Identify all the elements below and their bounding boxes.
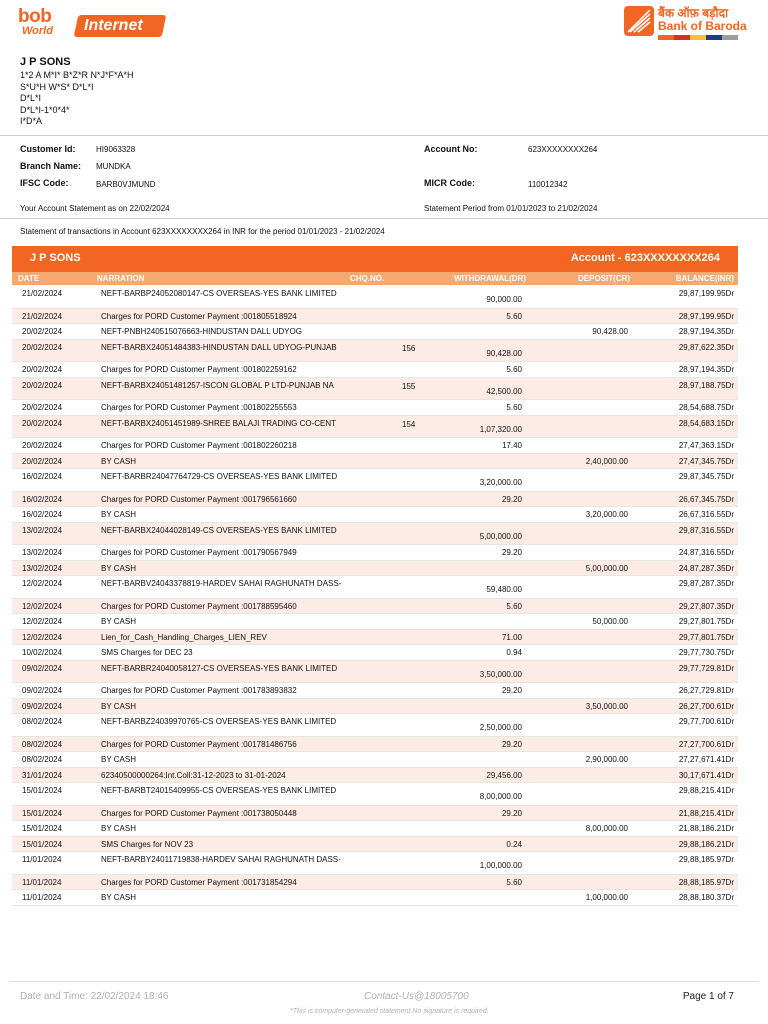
txn-withdrawal: 5.60 [506, 403, 522, 412]
txn-withdrawal: 8,00,000.00 [479, 792, 522, 801]
txn-balance: 21,88,215.41Dr [678, 808, 734, 818]
txn-date: 11/01/2024 [22, 877, 62, 887]
txn-date: 12/02/2024 [22, 617, 63, 626]
txn-narration: SMS Charges for DEC 23 [101, 648, 193, 657]
col-chq: CHQ.NO. [350, 274, 385, 283]
table-row [12, 324, 738, 340]
txn-date: 12/02/2024 [22, 632, 63, 642]
txn-withdrawal: 90,000.00 [486, 295, 522, 304]
txn-narration: NEFT-BARBY24011719838-HARDEV SAHAI RAGHUNATH DASS- [101, 855, 341, 864]
address-line: D*L*I-1*0*4* [20, 104, 70, 115]
branch-value: MUNDKA [96, 162, 131, 171]
table-row [12, 699, 738, 715]
account-no-value: 623XXXXXXXX264 [528, 145, 598, 154]
bob-world-internet-logo [18, 6, 153, 40]
txn-withdrawal: 17.40 [501, 441, 522, 450]
account-no-label: Account No: [424, 144, 478, 154]
txn-date: 12/02/2024 [22, 601, 63, 611]
col-deposit: DEPOSIT(CR) [578, 274, 630, 283]
txn-balance: 24,87,287.35Dr [678, 563, 734, 573]
txn-balance: 26,67,316.55Dr [678, 510, 734, 519]
table-row [12, 821, 738, 837]
txn-date: 20/02/2024 [22, 403, 63, 412]
txn-narration: NEFT-BARBX24051451989-SHREE BALAJI TRADING CO-CENT [101, 418, 337, 428]
txn-date: 21/02/2024 [22, 289, 63, 298]
txn-narration: Charges for PORD Customer Payment :001788595460 [101, 601, 297, 611]
address-line: D*L*I [20, 93, 42, 103]
txn-cheque-no: 156 [402, 343, 416, 353]
txn-balance: 27,47,363.15Dr [678, 441, 734, 450]
txn-balance: 29,88,186.21Dr [678, 839, 734, 849]
table-row [12, 454, 738, 470]
txn-narration: Charges for PORD Customer Payment :001802259162 [101, 365, 297, 374]
bank-name-english: Bank of Baroda [658, 19, 747, 33]
table-row [12, 683, 738, 699]
txn-deposit: 5,00,000.00 [585, 563, 628, 573]
statement-as-on: Your Account Statement as on 22/02/2024 [20, 204, 170, 213]
txn-date: 21/02/2024 [22, 311, 63, 321]
internet-logo-badge: Internet [74, 15, 167, 37]
table-row [12, 416, 738, 439]
txn-narration: Charges for PORD Customer Payment :001802260218 [101, 441, 297, 450]
txn-balance: 29,27,807.35Dr [678, 601, 734, 611]
table-row [12, 545, 738, 561]
col-balance: BALANCE(INR) [675, 274, 734, 283]
txn-withdrawal: 59,480.00 [486, 585, 522, 594]
txn-date: 09/02/2024 [22, 686, 63, 695]
txn-narration: Charges for PORD Customer Payment :001783893832 [101, 686, 297, 695]
table-row [12, 852, 738, 875]
txn-date: 13/02/2024 [22, 548, 63, 557]
table-row [12, 286, 738, 309]
txn-withdrawal: 5.60 [506, 877, 522, 887]
txn-date: 15/01/2024 [22, 839, 63, 849]
txn-narration: NEFT-BARBX24044028149-CS OVERSEAS-YES BANK LIMITED [101, 525, 337, 535]
table-row [12, 309, 738, 325]
txn-narration: BY CASH [101, 456, 136, 466]
txn-withdrawal: 1,07,320.00 [479, 424, 522, 434]
txn-withdrawal: 29.20 [501, 686, 522, 695]
txn-narration: NEFT-BARBP24052080147-CS OVERSEAS-YES BANK LIMITED [101, 289, 337, 298]
table-row [12, 507, 738, 523]
txn-balance: 29,77,801.75Dr [678, 632, 734, 642]
txn-narration: BY CASH [101, 701, 136, 711]
txn-balance: 30,17,671.41Dr [678, 770, 734, 780]
txn-deposit: 2,40,000.00 [585, 456, 628, 466]
txn-withdrawal: 29.20 [501, 494, 522, 504]
txn-narration: NEFT-PNBH240515076663-HINDUSTAN DALL UDYOG [101, 327, 302, 336]
branch-label: Branch Name: [20, 161, 82, 171]
txn-balance: 27,27,700.61Dr [678, 739, 734, 749]
table-row [12, 752, 738, 768]
customer-address-block [20, 56, 134, 128]
txn-balance: 28,88,185.97Dr [678, 877, 734, 887]
bob-logo-text: bob [18, 6, 52, 27]
address-line: S*U*H W*S* D*L*I [20, 81, 94, 92]
txn-date: 15/01/2024 [22, 824, 63, 833]
txn-balance: 28,54,683.15Dr [678, 418, 734, 428]
txn-date: 20/02/2024 [22, 365, 63, 374]
table-row [12, 806, 738, 822]
footer-datetime: Date and Time: 22/02/2024 18:46 [20, 991, 169, 1002]
txn-date: 20/02/2024 [22, 342, 63, 352]
txn-date: 09/02/2024 [22, 701, 63, 711]
txn-date: 20/02/2024 [22, 456, 63, 466]
txn-withdrawal: 71.00 [501, 632, 522, 642]
transactions-table-body [12, 286, 738, 906]
txn-balance: 26,67,345.75Dr [678, 494, 734, 504]
txn-date: 20/02/2024 [22, 380, 63, 390]
txn-date: 12/02/2024 [22, 579, 63, 588]
txn-narration: BY CASH [101, 563, 136, 573]
txn-narration: Charges for PORD Customer Payment :001802255553 [101, 403, 297, 412]
bob-sunburst-icon [624, 6, 654, 36]
txn-balance: 29,87,199.95Dr [678, 289, 734, 298]
table-row [12, 890, 738, 906]
address-line: 1*2 A M*I* B*Z*R N*J*F*A*H [20, 70, 134, 80]
txn-narration: Charges for PORD Customer Payment :001790567949 [101, 548, 297, 557]
txn-narration: NEFT-BARBX24051481257-ISCON GLOBAL P LTD-PUNJAB NA [101, 380, 334, 390]
txn-withdrawal: 3,20,000.00 [479, 478, 522, 487]
txn-narration: BY CASH [101, 617, 136, 626]
txn-date: 09/02/2024 [22, 663, 63, 673]
txn-date: 16/02/2024 [22, 510, 63, 519]
statement-description: Statement of transactions in Account 623XXXXXXXX264 in INR for the period 01/01/2023 - 21/02/2024 [20, 227, 385, 236]
table-row [12, 362, 738, 378]
txn-withdrawal: 2,50,000.00 [479, 723, 522, 732]
txn-narration: BY CASH [101, 510, 136, 519]
table-row [12, 768, 738, 784]
txn-withdrawal: 3,50,000.00 [479, 669, 522, 679]
footer-divider [10, 981, 758, 982]
txn-narration: Charges for PORD Customer Payment :001796561660 [101, 494, 297, 504]
table-row [12, 340, 738, 363]
txn-deposit: 90,428.00 [592, 327, 628, 336]
txn-narration: BY CASH [101, 893, 136, 902]
txn-date: 08/02/2024 [22, 717, 63, 726]
txn-deposit: 8,00,000.00 [585, 824, 628, 833]
txn-narration: NEFT-BARBR24047764729-CS OVERSEAS-YES BANK LIMITED [101, 472, 338, 481]
table-row [12, 561, 738, 577]
table-row [12, 400, 738, 416]
transactions-table-header [12, 272, 738, 285]
txn-withdrawal: 29,456.00 [486, 770, 522, 780]
statement-period: Statement Period from 01/01/2023 to 21/02/2024 [424, 204, 598, 213]
txn-narration: Lien_for_Cash_Handling_Charges_LIEN_REV [101, 632, 267, 642]
txn-balance: 26,27,729.81Dr [678, 686, 734, 695]
account-banner [12, 246, 738, 272]
txn-withdrawal: 5.60 [506, 311, 522, 321]
col-withdrawal: WITHDRAWAL(DR) [454, 274, 526, 283]
txn-balance: 29,88,215.41Dr [678, 786, 734, 795]
txn-narration: BY CASH [101, 755, 136, 764]
txn-balance: 29,87,316.55Dr [678, 525, 734, 535]
txn-date: 15/01/2024 [22, 786, 63, 795]
txn-date: 31/01/2024 [22, 770, 63, 780]
bank-name-hindi: बैंक ऑफ़ बड़ौदा [658, 6, 729, 20]
txn-narration: NEFT-BARBT24015409955-CS OVERSEAS-YES BANK LIMITED [101, 786, 337, 795]
footer-note: *This is computer-generated statement.No signature is required. [290, 1008, 489, 1015]
txn-withdrawal: 5,00,000.00 [479, 531, 522, 541]
txn-balance: 29,87,622.35Dr [678, 342, 734, 352]
txn-balance: 27,27,671.41Dr [678, 755, 734, 764]
txn-date: 16/02/2024 [22, 494, 63, 504]
table-row [12, 492, 738, 508]
txn-withdrawal: 5.60 [506, 601, 522, 611]
txn-date: 08/02/2024 [22, 739, 63, 749]
table-row [12, 438, 738, 454]
footer-contact: Contact-Us@18005700 [364, 991, 469, 1002]
txn-narration: Charges for PORD Customer Payment :001805518924 [101, 311, 297, 321]
txn-deposit: 1,00,000.00 [585, 893, 628, 902]
table-row [12, 783, 738, 806]
txn-deposit: 2,90,000.00 [585, 755, 628, 764]
table-row [12, 645, 738, 661]
txn-balance: 28,97,194.35Dr [678, 327, 734, 336]
table-row [12, 523, 738, 546]
col-date: DATE [18, 274, 40, 283]
txn-date: 11/01/2024 [22, 893, 62, 902]
banner-account-holder: J P SONS [30, 252, 81, 264]
customer-id-value: HI9063328 [96, 145, 136, 154]
txn-narration: NEFT-BARBZ24039970765-CS OVERSEAS-YES BANK LIMITED [101, 717, 337, 726]
page-number: Page 1 of 7 [682, 991, 734, 1002]
txn-balance: 28,97,194.35Dr [678, 365, 734, 374]
txn-deposit: 50,000.00 [592, 617, 628, 626]
txn-balance: 28,97,188.75Dr [678, 380, 734, 390]
banner-account-number: Account - 623XXXXXXXX264 [570, 252, 720, 264]
table-row [12, 837, 738, 853]
table-row [12, 875, 738, 891]
txn-narration: 62340500000264:Int.Coll:31-12-2023 to 31-01-2024 [101, 770, 286, 780]
txn-withdrawal: 5.60 [506, 365, 522, 374]
txn-date: 15/01/2024 [22, 808, 63, 818]
txn-date: 13/02/2024 [22, 563, 63, 573]
table-row [12, 661, 738, 684]
txn-balance: 29,77,700.61Dr [678, 717, 734, 726]
txn-balance: 27,47,345.75Dr [678, 456, 734, 466]
customer-id-label: Customer Id: [20, 144, 76, 154]
txn-narration: NEFT-BARBX24051484383-HINDUSTAN DALL UDYOG-PUNJAB [101, 342, 337, 352]
txn-balance: 21,88,186.21Dr [678, 824, 734, 833]
txn-deposit: 3,50,000.00 [585, 701, 628, 711]
txn-cheque-no: 154 [402, 419, 416, 429]
ifsc-value: BARB0VJMUND [96, 180, 156, 189]
txn-date: 11/01/2024 [22, 855, 62, 864]
txn-narration: Charges for PORD Customer Payment :001738050448 [101, 808, 297, 818]
table-row [12, 599, 738, 615]
txn-date: 16/02/2024 [22, 472, 63, 481]
world-logo-text: World [22, 25, 53, 37]
brand-color-strip [658, 35, 738, 40]
txn-balance: 29,77,730.75Dr [678, 648, 734, 657]
txn-balance: 29,88,185.97Dr [678, 855, 734, 864]
txn-withdrawal: 29.20 [501, 808, 522, 818]
txn-balance: 28,88,180.37Dr [678, 893, 734, 902]
micr-value: 110012342 [528, 180, 568, 189]
customer-name: J P SONS [20, 56, 71, 68]
txn-date: 13/02/2024 [22, 525, 63, 535]
txn-balance: 28,97,199.95Dr [678, 311, 734, 321]
table-row [12, 630, 738, 646]
txn-withdrawal: 1,00,000.00 [479, 861, 522, 870]
txn-date: 20/02/2024 [22, 327, 63, 336]
txn-balance: 29,27,801.75Dr [678, 617, 734, 626]
txn-withdrawal: 0.94 [506, 648, 522, 657]
table-row [12, 714, 738, 737]
txn-date: 08/02/2024 [22, 755, 63, 764]
txn-narration: BY CASH [101, 824, 136, 833]
col-narration: NARRATION [97, 274, 145, 283]
txn-narration: Charges for PORD Customer Payment :001731854294 [101, 877, 297, 887]
table-row [12, 737, 738, 753]
txn-narration: SMS Charges for NOV 23 [101, 839, 194, 849]
table-row [12, 576, 738, 599]
txn-balance: 29,77,729.81Dr [678, 663, 734, 673]
txn-withdrawal: 0.24 [506, 839, 522, 849]
txn-balance: 29,87,345.75Dr [678, 472, 734, 481]
ifsc-label: IFSC Code: [20, 178, 69, 188]
divider [0, 218, 768, 219]
txn-balance: 28,54,688.75Dr [678, 403, 734, 412]
txn-withdrawal: 42,500.00 [486, 386, 522, 396]
txn-narration: NEFT-BARBR24040058127-CS OVERSEAS-YES BANK LIMITED [101, 663, 338, 673]
divider [0, 135, 768, 136]
txn-withdrawal: 29.20 [501, 739, 522, 749]
txn-withdrawal: 29.20 [501, 548, 522, 557]
txn-narration: NEFT-BARBV24043378819-HARDEV SAHAI RAGHUNATH DASS- [101, 579, 342, 588]
txn-balance: 24,87,316.55Dr [678, 548, 734, 557]
micr-label: MICR Code: [424, 178, 475, 188]
txn-deposit: 3,20,000.00 [585, 510, 628, 519]
bank-of-baroda-logo [624, 4, 747, 40]
table-row [12, 378, 738, 401]
table-row [12, 614, 738, 630]
txn-withdrawal: 90,428.00 [486, 348, 522, 358]
txn-narration: Charges for PORD Customer Payment :001781486756 [101, 739, 297, 749]
txn-date: 10/02/2024 [22, 648, 63, 657]
txn-balance: 29,87,287.35Dr [678, 579, 734, 588]
address-line: I*D*A [20, 116, 43, 126]
table-row [12, 469, 738, 492]
txn-date: 20/02/2024 [22, 441, 63, 450]
txn-date: 20/02/2024 [22, 418, 63, 428]
txn-cheque-no: 155 [402, 381, 416, 391]
txn-balance: 26,27,700.61Dr [678, 701, 734, 711]
